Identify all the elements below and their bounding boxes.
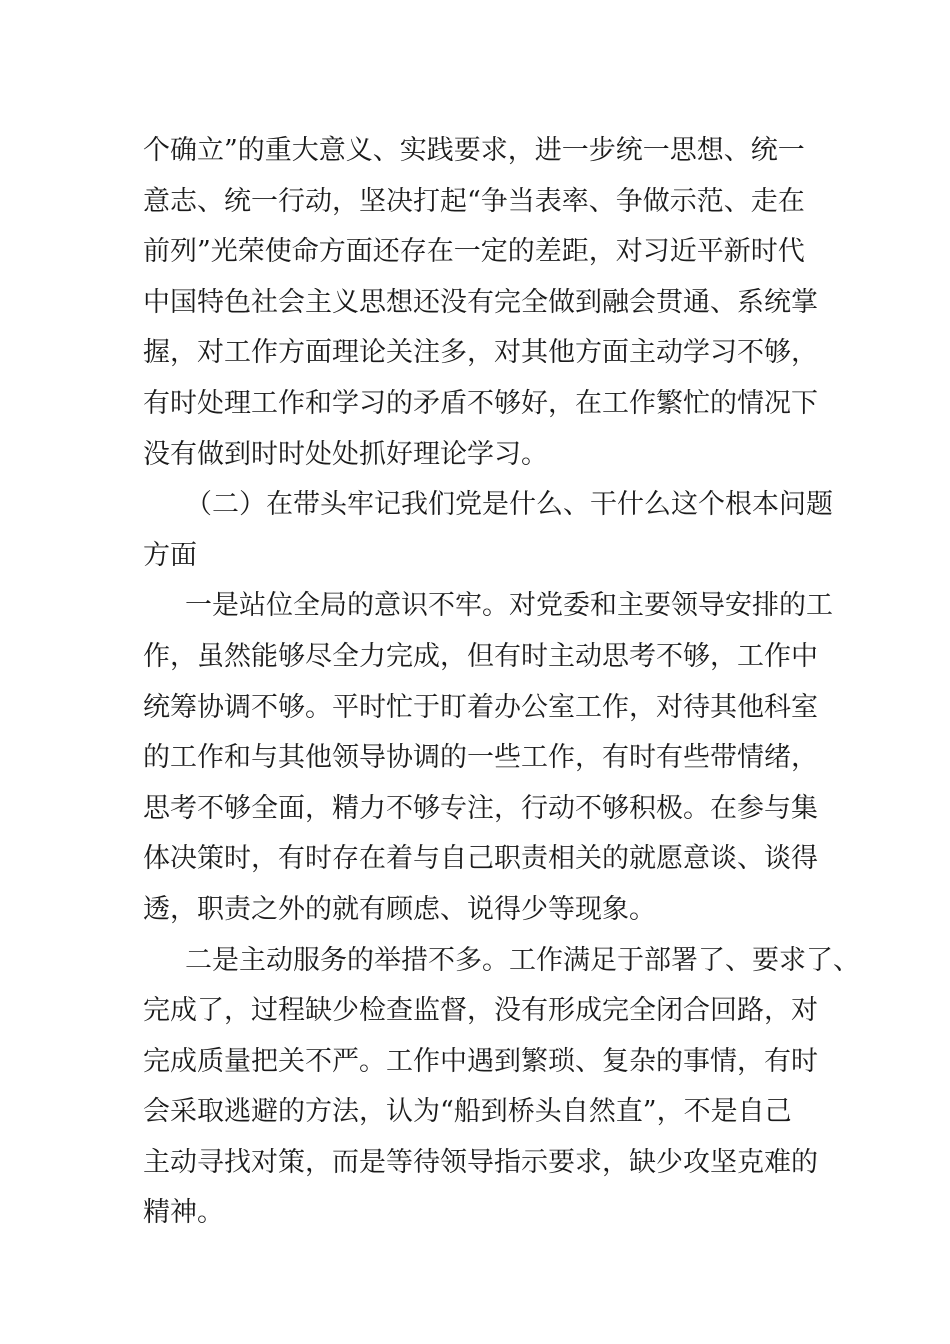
text-line: 没有做到时时处处抓好理论学习。 — [143, 438, 548, 470]
paragraph-start: 二是主动服务的举措不多。工作满足于部署了、要求了、 — [185, 944, 860, 976]
text-line: 完成质量把关不严。工作中遇到繁琐、复杂的事情，有时 — [143, 1045, 818, 1077]
text-line: 统筹协调不够。平时忙于盯着办公室工作，对待其他科室 — [143, 691, 818, 723]
paragraph-start: 一是站位全局的意识不牢。对党委和主要领导安排的工 — [185, 590, 833, 622]
text-line: 主动寻找对策，而是等待领导指示要求，缺少攻坚克难的 — [143, 1146, 818, 1178]
text-line: 完成了，过程缺少检查监督，没有形成完全闭合回路，对 — [143, 995, 818, 1027]
text-line: 精神。 — [143, 1197, 224, 1229]
text-line: 思考不够全面，精力不够专注，行动不够积极。在参与集 — [143, 792, 818, 824]
text-line: 透，职责之外的就有顾虑、说得少等现象。 — [143, 893, 656, 925]
text-line: 中国特色社会主义思想还没有完全做到融会贯通、系统掌 — [143, 286, 818, 318]
text-line: 个确立”的重大意义、实践要求，进一步统一思想、统一 — [143, 135, 805, 166]
text-line: 握，对工作方面理论关注多，对其他方面主动学习不够， — [143, 337, 818, 369]
text-line: 作，虽然能够尽全力完成，但有时主动思考不够，工作中 — [143, 640, 818, 672]
section-heading-continued: 方面 — [143, 539, 197, 571]
text-line: 有时处理工作和学习的矛盾不够好，在工作繁忙的情况下 — [143, 387, 818, 419]
document-body — [143, 126, 860, 1239]
text-line: 会采取逃避的方法，认为“船到桥头自然直”，不是自己 — [143, 1096, 792, 1128]
text-line: 的工作和与其他领导协调的一些工作，有时有些带情绪， — [143, 742, 818, 774]
section-heading: （二）在带头牢记我们党是什么、干什么这个根本问题 — [185, 489, 833, 521]
text-line: 体决策时，有时存在着与自己职责相关的就愿意谈、谈得 — [143, 843, 818, 875]
text-line: 前列”光荣使命方面还存在一定的差距，对习近平新时代 — [143, 236, 805, 268]
text-line: 意志、统一行动，坚决打起“争当表率、争做示范、走在 — [143, 185, 805, 217]
